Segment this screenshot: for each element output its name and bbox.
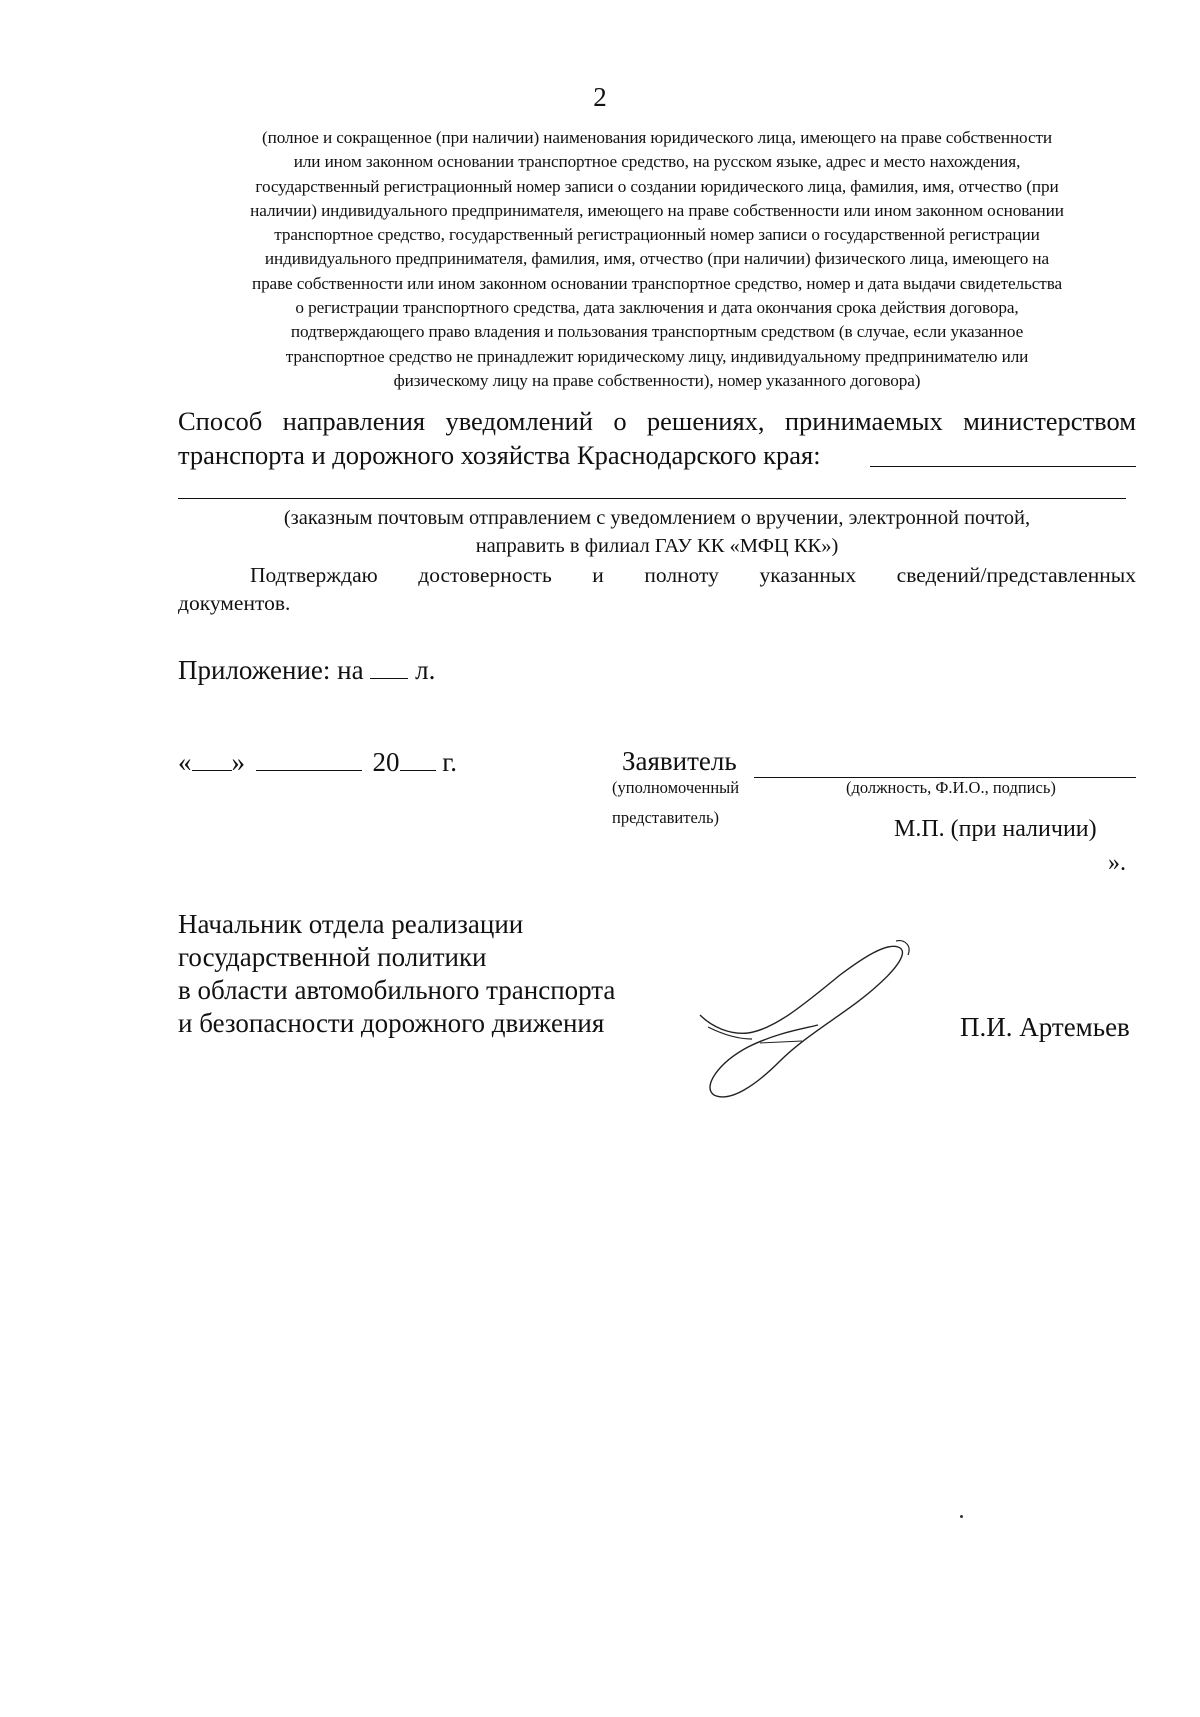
owner-note-line: транспортное средство не принадлежит юридическому лицу, индивидуальному предпринимателю или [285, 346, 1029, 366]
date-field [178, 747, 457, 778]
confirmation-text-line2: документов. [178, 591, 291, 615]
signatory-position-line: и безопасности дорожного движения [178, 1008, 605, 1038]
date-year-prefix: 20 [372, 747, 400, 777]
date-month-blank[interactable] [256, 769, 362, 771]
stamp-place: М.П. (при наличии) [894, 816, 1097, 842]
date-year-suffix: г. [442, 747, 458, 777]
notification-method-blank[interactable] [870, 466, 1136, 467]
owner-description-note [178, 126, 1136, 393]
owner-note-line: физическому лицу на праве собственности), номер указанного договора) [393, 370, 921, 390]
owner-note-line: (полное и сокращенное (при наличии) наименования юридического лица, имеющего на праве собственности [261, 128, 1053, 147]
signatory-position-line: государственной политики [178, 942, 487, 972]
date-open-quote: « [178, 747, 192, 777]
applicant-note-left-line2: представитель) [612, 808, 720, 827]
confirmation-text-line1: Подтверждаю достоверность и полноту указанных сведений/представленных [250, 563, 1136, 587]
date-close-quote: » [231, 747, 245, 777]
notification-method-blank-line[interactable] [178, 498, 1126, 499]
notification-method-text-line1: Способ направления уведомлений о решениях, принимаемых министерством [178, 406, 1136, 436]
signatory-name: П.И. Артемьев [960, 1012, 1130, 1042]
page-number: 2 [593, 82, 607, 112]
notification-method-text-line2: транспорта и дорожного хозяйства Краснодарского края: [178, 440, 821, 470]
method-note-line1: (заказным почтовым отправлением с уведомлением о вручении, электронной почтой, [283, 507, 1031, 529]
owner-note-line: или ином законном основании транспортное средство, на русском языке, адрес и место нахождения, [293, 152, 1021, 172]
applicant-label: Заявитель [622, 746, 737, 776]
owner-note-line: наличии) индивидуального предпринимателя, имеющего на праве собственности или ином законном основании [250, 200, 1064, 220]
owner-note-line: индивидуального предпринимателя, фамилия, имя, отчество (при наличии) физического лица, имеющего на [264, 249, 1050, 269]
method-note-line2: направить в филиал ГАУ КК «МФЦ КК») [475, 535, 839, 557]
signatory-position-line: в области автомобильного транспорта [178, 975, 616, 1005]
signatory-position-line: Начальник отдела реализации [178, 909, 524, 939]
attachment-pages-blank[interactable] [370, 677, 408, 679]
owner-note-line: о регистрации транспортного средства, дата заключения и дата окончания срока действия договора, [295, 298, 1019, 318]
owner-note-line: транспортное средство, государственный регистрационный номер записи о государственной регистрации [274, 225, 1040, 245]
attachment-suffix: л. [415, 655, 436, 685]
owner-note-line: государственный регистрационный номер записи о создании юридического лица, фамилия, имя, отчество (при [255, 176, 1059, 196]
notification-method-note [178, 504, 1136, 560]
applicant-note-right: (должность, Ф.И.О., подпись) [846, 778, 1056, 797]
applicant-note-left-line1: (уполномоченный [612, 778, 740, 797]
date-year-blank[interactable] [400, 769, 436, 771]
owner-note-line: подтверждающего право владения и пользования транспортным средством (в случае, если указанное [290, 322, 1024, 342]
handwritten-signature [690, 935, 930, 1105]
attachment-line [178, 655, 435, 686]
signatory-position [178, 908, 615, 1040]
closing-quote: ». [1108, 850, 1126, 876]
date-day-blank[interactable] [192, 769, 232, 771]
scan-dot [960, 1515, 963, 1518]
attachment-prefix: Приложение: на [178, 655, 364, 685]
owner-note-line: праве собственности или ином законном основании транспортное средство, номер и дата выдачи свидетельства [251, 273, 1063, 293]
